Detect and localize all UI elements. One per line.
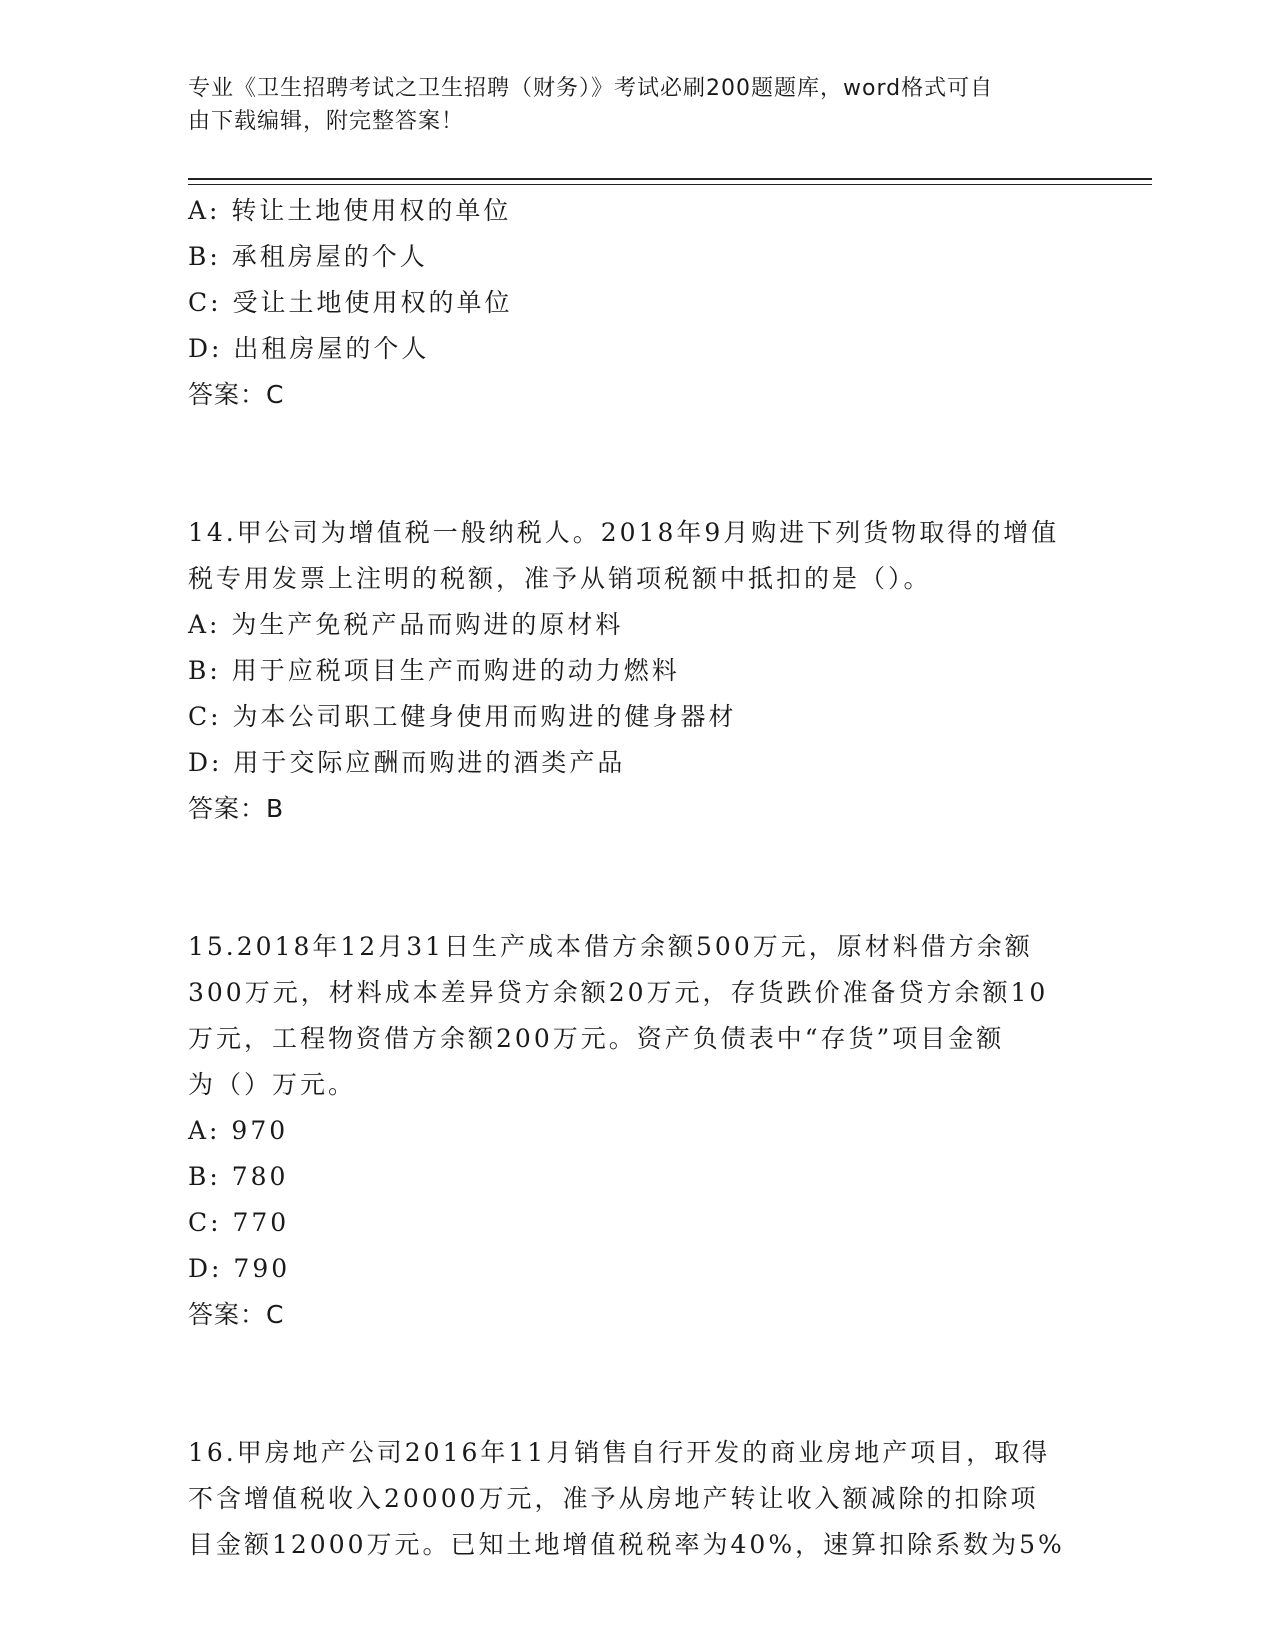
option-d: D: 出租房屋的个人: [188, 334, 430, 363]
answer: 答案：C: [188, 380, 285, 409]
question-text: 14.甲公司为增值税一般纳税人。2018年9月购进下列货物取得的增值: [188, 518, 1060, 547]
header-rule-thin: [188, 184, 1152, 185]
option-b: B: 承租房屋的个人: [188, 242, 428, 271]
question-list: [188, 188, 1088, 1568]
question-text: 15.2018年12月31日生产成本借方余额500万元，原材料借方余额: [188, 932, 1033, 961]
option-c: C: 为本公司职工健身使用而购进的健身器材: [188, 702, 737, 731]
question-13: [188, 188, 1088, 418]
question-text: 万元，工程物资借方余额200万元。资产负债表中“存货”项目金额: [188, 1024, 1005, 1053]
header-line-1: 专业《卫生招聘考试之卫生招聘（财务）》考试必刷200题题库，word格式可自: [188, 76, 994, 101]
option-b: B: 780: [188, 1162, 289, 1191]
option-c: C: 770: [188, 1208, 290, 1237]
header-line-2: 由下载编辑，附完整答案！: [188, 109, 465, 134]
option-a: A: 转让土地使用权的单位: [188, 196, 512, 225]
option-c: C: 受让土地使用权的单位: [188, 288, 513, 317]
option-b: B: 用于应税项目生产而购进的动力燃料: [188, 656, 680, 685]
answer: 答案：B: [188, 794, 285, 823]
question-text: 目金额12000万元。已知土地增值税税率为40%，速算扣除系数为5%: [188, 1530, 1065, 1559]
question-text: 300万元，材料成本差异贷方余额20万元，存货跌价准备贷方余额10: [188, 978, 1049, 1007]
question-16: [188, 1430, 1088, 1568]
answer: 答案：C: [188, 1300, 285, 1329]
header-rule: [188, 178, 1152, 180]
option-d: D: 790: [188, 1254, 291, 1283]
document-header: [188, 72, 1088, 138]
question-text: 16.甲房地产公司2016年11月销售自行开发的商业房地产项目，取得: [188, 1438, 1051, 1467]
option-d: D: 用于交际应酬而购进的酒类产品: [188, 748, 626, 777]
question-text: 税专用发票上注明的税额，准予从销项税额中抵扣的是（）。: [188, 564, 932, 593]
question-text: 为（）万元。: [188, 1070, 357, 1099]
question-15: [188, 924, 1088, 1338]
option-a: A: 970: [188, 1116, 289, 1145]
option-a: A: 为生产免税产品而购进的原材料: [188, 610, 624, 639]
question-text: 不含增值税收入20000万元，准予从房地产转让收入额减除的扣除项: [188, 1484, 1039, 1513]
question-14: [188, 510, 1088, 832]
